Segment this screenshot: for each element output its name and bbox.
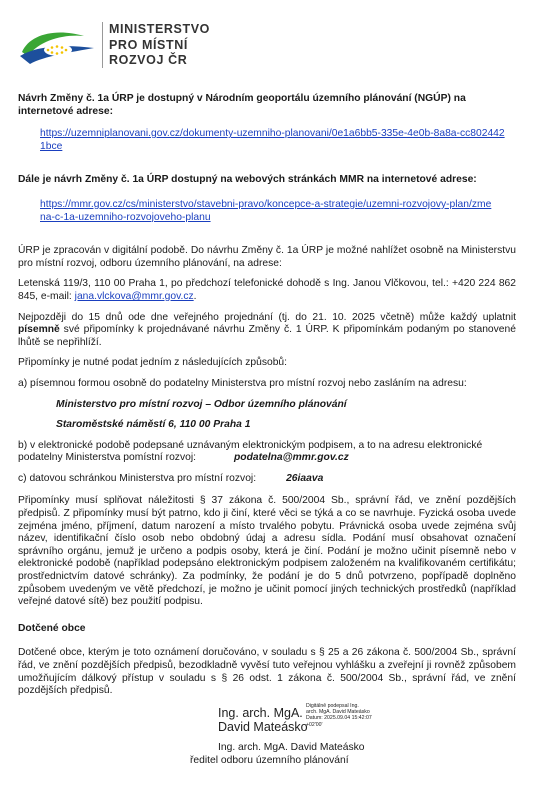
deadline-text-c: své připomínky k projednávané návrhu Změny č. 1 ÚRP. K připomínkám podaným po stanovené lhůtě se nepřihlíží. [18,324,516,348]
requirements-paragraph: Připomínky musí splňovat náležitosti § 37 zákona č. 500/2004 Sb., správní řád, ve znění pozdějších předpisů. Z připomínky musí být patrno, kdo ji činí, které věci se týká a co se navrhuje. Fyzická osoba uvede zejména jméno, příjmení, datum narození a místo trvalého pobytu. Právnická osoba uvede zejména svůj název, identifikační číslo osob nebo obdobný údaj a adresu sídla. Podání musí obsahovat označení správního orgánu, jemuž je určeno a podpis osoby, která je činí. Podání je možno učinit písemně nebo v elektronické podobě (například podepsáno elektronickým podpisem založeném na kvalifikovaném certifikátu; prostřednictvím datové schránky). Za podmínky, že podání je do 5 dnů potvrzeno, popřípadě doplněno způsobem uvedeným ve větě předchozí, je možno je učinit pomocí jiných technických prostředků (například veřejné datové sítě) bez použití podpisu. [18,495,516,608]
logo-line-2: PRO MÍSTNÍ [109,37,188,52]
digital-form-paragraph: ÚRP je zpracován v digitální podobě. Do návrhu Změny č. 1a ÚRP je možné nahlížet osobně na Ministerstvu pro místní rozvoj, odboru územního plánování, na adrese: [18,245,516,269]
signature-name-line-2: David Mateásko [218,720,308,734]
deadline-text-a: Nejpozději do 15 dnů ode dne veřejného projednání (tj. do 21. 10. 2025 včetně) může každý uplatnit [18,311,516,323]
ministry-logo [18,20,210,70]
dotcene-obce-heading: Dotčené obce [18,622,86,634]
ngup-availability-heading: Návrh Změny č. 1a ÚRP je dostupný v Národním geoportálu územního plánování (NGÚP) na internetové adrese: [18,93,466,117]
logo-line-3: ROZVOJ ČR [109,53,188,67]
digital-signature [218,703,518,746]
stamp-line-1: Digitálně podepsal Ing. [306,703,359,709]
logo-line-1: MINISTERSTVO [109,22,210,36]
logo-emblem-icon [18,26,96,66]
dotcene-obce-paragraph: Dotčené obce, kterým je toto oznámení doručováno, v souladu s § 25 a 26 zákona č. 500/2004 Sb., správní řád, ve znění pozdějších předpisů, bezodkladně vyvěsí tuto veřejnou vyhlášku a zveřejní ji rovněž způsobem umožňujícím dálkový přístup v souladu s § 26 odst. 1 zákona č. 500/2004 Sb., správní řád, ve znění pozdějších předpisů. [18,647,516,697]
contact-text-end: . [193,290,197,302]
logo-divider [102,22,103,68]
signature-stamp [306,703,372,728]
signature-name [218,706,308,734]
document-body [18,93,516,698]
method-b [18,440,516,465]
method-b-address: podatelna@mmr.gov.cz [233,452,349,464]
method-c-text: c) datovou schránkou Ministerstva pro místní rozvoj: [18,472,257,484]
signatory-block [190,741,450,767]
contact-email-link[interactable]: jana.vlckova@mmr.gov.cz [74,290,194,302]
stamp-line-2: arch. MgA. David Mateásko [306,709,370,716]
contact-text: Letenská 119/3, 110 00 Praha 1, po předchozí telefonické dohodě s Ing. Janou Vlčkovou, tel.: +420 224 862 845, e-mail: [18,278,516,302]
method-c [18,473,516,486]
address-line-1: Ministerstvo pro místní rozvoj – Odbor územního plánování [56,398,347,410]
ngup-link[interactable]: https://uzemniplanovani.gov.cz/dokumenty-uzemniho-planovani/0e1a6bb5-335e-4e0b-8a8a-cc8024421bce [40,128,505,152]
method-b-text: b) v elektronické podobě podepsané uznávaným elektronickým podpisem, a to na adresu elektronické podatelny Ministerstva pomístní rozvoj: [18,439,483,464]
method-c-databox: 26iaava [286,472,324,484]
signatory-role: ředitel odboru územního plánování [190,755,349,766]
mmr-link[interactable]: https://mmr.gov.cz/cs/ministerstvo/stavebni-pravo/koncepce-a-strategie/uzemni-rozvojovy-plan/zmena-c-1a-uzemniho-rozvojoveho-planu [40,198,492,223]
signatory-name: Ing. arch. MgA. David Mateásko [218,742,365,753]
deadline-text-bold: písemně [18,324,60,336]
mmr-availability-heading: Dále je návrh Změny č. 1a ÚRP dostupný na webových stránkách MMR na internetové adrese: [18,174,477,186]
address-line-2: Staroměstské náměstí 6, 110 00 Praha 1 [56,419,251,431]
methods-intro: Připomínky je nutné podat jedním z následujících způsobů: [18,357,288,369]
method-a: a) písemnou formou osobně do podatelny Ministerstva pro místní rozvoj nebo zasláním na adresu: [18,377,467,389]
signature-name-line-1: Ing. arch. MgA. [218,706,303,720]
stamp-line-4: +02'00' [306,721,323,728]
logo-wordmark [109,22,210,69]
deadline-paragraph [18,312,516,350]
stamp-line-3: Datum: 2025.09.04 15:42:07 [306,715,372,722]
contact-paragraph [18,278,516,303]
